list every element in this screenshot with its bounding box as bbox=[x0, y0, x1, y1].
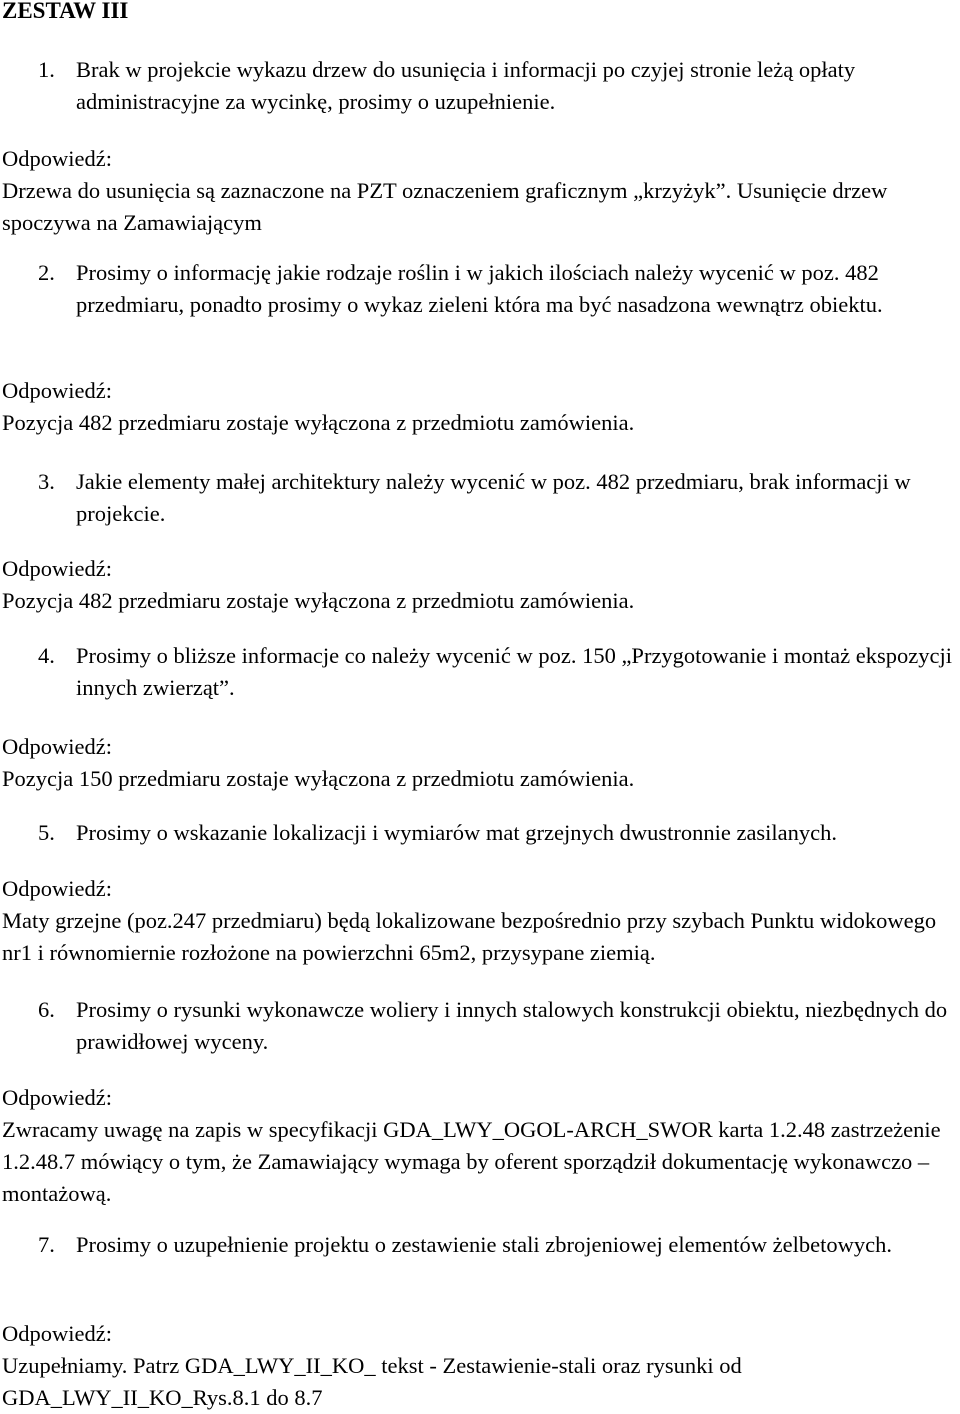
answer-6 bbox=[2, 1082, 952, 1210]
question-number: 4. bbox=[38, 643, 55, 668]
question-number: 7. bbox=[38, 1232, 55, 1257]
answer-label: Odpowiedź: bbox=[2, 146, 112, 171]
answer-label: Odpowiedź: bbox=[2, 1321, 112, 1346]
answer-7 bbox=[2, 1318, 952, 1414]
question-number: 5. bbox=[38, 820, 55, 845]
question-text: Prosimy o bliższe informacje co należy wycenić w poz. 150 „Przygotowanie i montaż ekspozycji innych zwierząt”. bbox=[76, 643, 952, 700]
answer-label: Odpowiedź: bbox=[2, 378, 112, 403]
answer-text: Pozycja 482 przedmiaru zostaje wyłączona z przedmiotu zamówienia. bbox=[2, 410, 635, 435]
question-text: Prosimy o uzupełnienie projektu o zestawienie stali zbrojeniowej elementów żelbetowych. bbox=[76, 1232, 892, 1257]
question-number: 1. bbox=[38, 57, 55, 82]
answer-text: Pozycja 150 przedmiaru zostaje wyłączona z przedmiotu zamówienia. bbox=[2, 766, 635, 791]
question-number: 2. bbox=[38, 260, 55, 285]
answer-4 bbox=[2, 731, 952, 795]
answer-2 bbox=[2, 375, 952, 439]
answer-3 bbox=[2, 553, 952, 617]
question-text: Jakie elementy małej architektury należy wycenić w poz. 482 przedmiaru, brak informacji w projekcie. bbox=[76, 469, 911, 526]
question-number: 6. bbox=[38, 997, 55, 1022]
answer-text: Drzewa do usunięcia są zaznaczone na PZT oznaczeniem graficznym „krzyżyk”. Usunięcie drzew spoczywa na Zamawiającym bbox=[2, 178, 888, 235]
answer-text: Uzupełniamy. Patrz GDA_LWY_II_KO_ tekst - Zestawienie-stali oraz rysunki od GDA_LWY_II_KO_Rys.8.1 do 8.7 bbox=[2, 1353, 742, 1410]
answer-text: Pozycja 482 przedmiaru zostaje wyłączona z przedmiotu zamówienia. bbox=[2, 588, 635, 613]
question-text: Prosimy o wskazanie lokalizacji i wymiarów mat grzejnych dwustronnie zasilanych. bbox=[76, 820, 838, 845]
answer-label: Odpowiedź: bbox=[2, 1085, 112, 1110]
question-text: Brak w projekcie wykazu drzew do usunięcia i informacji po czyjej stronie leżą opłaty administracyjne za wycinkę, prosimy o uzupełnienie. bbox=[76, 57, 856, 114]
answer-text: Zwracamy uwagę na zapis w specyfikacji GDA_LWY_OGOL-ARCH_SWOR karta 1.2.48 zastrzeżenie 1.2.48.7 mówiący o tym, że Zamawiający wymaga by oferent sporządził dokumentację wykonawczo – montażową. bbox=[2, 1117, 941, 1206]
answer-text: Maty grzejne (poz.247 przedmiaru) będą lokalizowane bezpośrednio przy szybach Punktu widokowego nr1 i równomiernie rozłożone na powierzchni 65m2, przysypane ziemią. bbox=[2, 908, 937, 965]
answer-label: Odpowiedź: bbox=[2, 734, 112, 759]
answer-5 bbox=[2, 873, 952, 969]
question-text: Prosimy o rysunki wykonawcze woliery i innych stalowych konstrukcji obiektu, niezbędnych do prawidłowej wyceny. bbox=[76, 997, 948, 1054]
answer-label: Odpowiedź: bbox=[2, 876, 112, 901]
answer-1 bbox=[2, 143, 952, 239]
answer-label: Odpowiedź: bbox=[2, 556, 112, 581]
question-text: Prosimy o informację jakie rodzaje roślin i w jakich ilościach należy wycenić w poz. 482 przedmiaru, ponadto prosimy o wykaz zieleni która ma być nasadzona wewnątrz obiektu. bbox=[76, 260, 883, 317]
document-heading: ZESTAW III bbox=[2, 0, 129, 23]
question-number: 3. bbox=[38, 469, 55, 494]
